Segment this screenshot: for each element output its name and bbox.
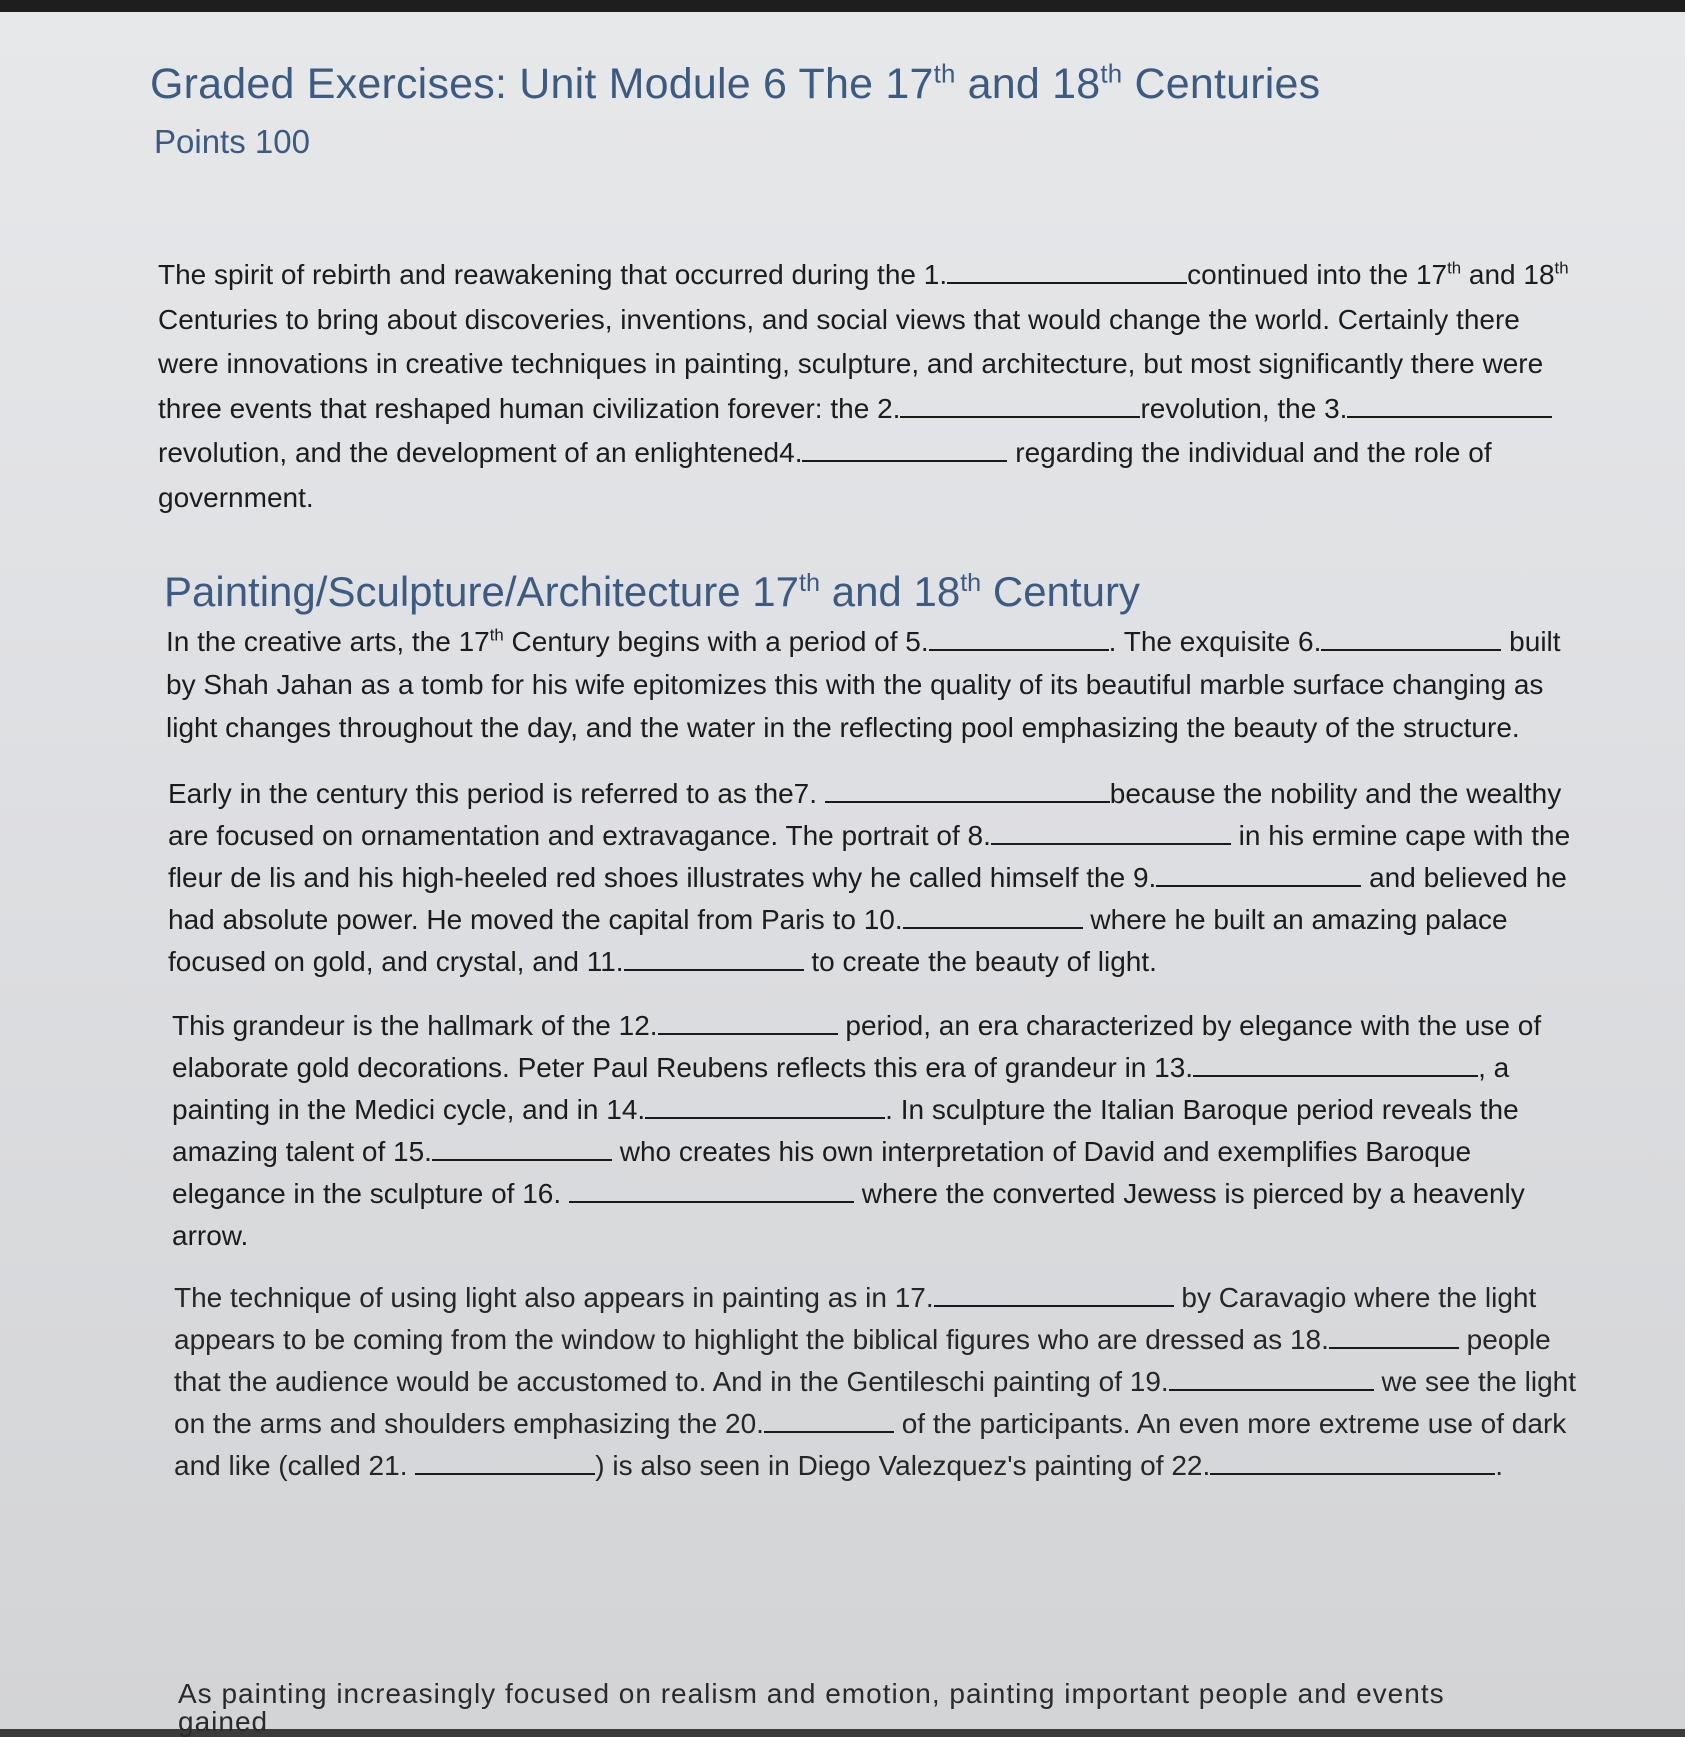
grandeur-paragraph: This grandeur is the hallmark of the 12. period, an era characterized by elegance with the use of elaborate gold decorations. Peter Paul Reubens reflects this era of grandeur in 13. , a painting in the Medici cycle, and in 14. . In sculpture the Italian Baroque period reveals the amazing talent of 15. who creates his own interpretation of David and exemplifies Baroque elegance in the sculpture of 16. where the converted Jewess is pierced by a heavenly arrow. (172, 1005, 1580, 1257)
blank-2[interactable] (900, 390, 1140, 418)
blank-7[interactable] (825, 775, 1110, 803)
blank-1[interactable] (947, 256, 1187, 284)
blank-4[interactable] (802, 434, 1007, 462)
blank-16[interactable] (569, 1175, 854, 1203)
early-century-paragraph: Early in the century this period is referred to as the7. because the nobility and the wealthy are focused on ornamentation and extravagance. The portrait of 8. in his ermine cape with the fleur de lis and his high-heeled red shoes illustrates why he called himself the 9. and believed he had absolute power. He moved the capital from Paris to 10. where he built an amazing palace focused on gold, and crystal, and 11. to create the beauty of light. (168, 773, 1580, 983)
blank-14[interactable] (645, 1091, 885, 1119)
blank-3[interactable] (1347, 390, 1552, 418)
section-heading: Painting/Sculpture/Architecture 17th and 18th Century (164, 568, 1140, 615)
blank-6[interactable] (1321, 623, 1501, 651)
cut-off-text-line: As painting increasingly focused on realism and emotion, painting important people and events gained (178, 1678, 1445, 1737)
blank-22[interactable] (1210, 1447, 1495, 1475)
blank-10[interactable] (903, 901, 1083, 929)
blank-15[interactable] (432, 1133, 612, 1161)
page-title: Graded Exercises: Unit Module 6 The 17th and 18th Centuries (150, 60, 1321, 108)
blank-17[interactable] (934, 1279, 1174, 1307)
light-technique-paragraph: The technique of using light also appears in painting as in 17. by Caravagio where the light appears to be coming from the window to highlight the biblical figures who are dressed as 18. people that the audience would be accustomed to. And in the Gentileschi painting of 19. we see the light on the arms and shoulders emphasizing the 20. of the participants. An even more extreme use of dark and like (called 21. ) is also seen in Diego Valezquez's painting of 22. . (174, 1277, 1580, 1487)
blank-9[interactable] (1156, 859, 1361, 887)
points-label: Points 100 (154, 123, 310, 160)
blank-11[interactable] (624, 943, 804, 971)
blank-19[interactable] (1169, 1363, 1374, 1391)
blank-21[interactable] (415, 1447, 595, 1475)
intro-paragraph: The spirit of rebirth and reawakening that occurred during the 1. continued into the 17th and 18th Centuries to bring about discoveries, inventions, and social views that would change the world. Certainly there were innovations in creative techniques in painting, sculpture, and architecture, but most significantly there were three events that reshaped human civilization forever: the 2. revolution, the 3.revolution, and the development of an enlightened4. regarding the individual and the role of government. (158, 253, 1580, 520)
blank-18[interactable] (1329, 1321, 1459, 1349)
blank-5[interactable] (929, 623, 1109, 651)
monitor-bezel (0, 0, 1685, 12)
blank-8[interactable] (991, 817, 1231, 845)
blank-13[interactable] (1193, 1049, 1478, 1077)
blank-20[interactable] (764, 1405, 894, 1433)
assignment-page (150, 60, 1580, 1487)
creative-arts-paragraph: In the creative arts, the 17th Century begins with a period of 5. . The exquisite 6. built by Shah Jahan as a tomb for his wife epitomizes this with the quality of its beautiful marble surface changing as light changes throughout the day, and the water in the reflecting pool emphasizing the beauty of the structure. (166, 620, 1580, 749)
blank-12[interactable] (658, 1007, 838, 1035)
